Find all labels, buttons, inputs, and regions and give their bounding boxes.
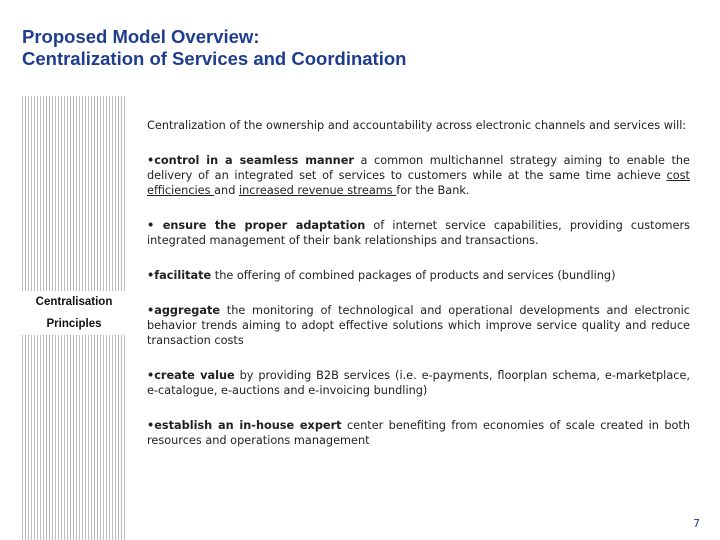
bullet-lead: •aggregate	[147, 304, 221, 317]
bullet-lead: •create value	[147, 369, 235, 382]
bullet-text: a common multichannel strategy aiming to enable the delivery of an integrated set of services to customers while at the same time achieve	[147, 154, 690, 182]
bullet-text: the offering of combined packages of products and services (bundling)	[211, 269, 616, 282]
title-line-2: Centralization of Services and Coordination	[22, 48, 407, 69]
side-label	[22, 291, 126, 335]
bullet-lead: •establish an in-house expert	[147, 419, 342, 432]
intro-text: Centralization of the ownership and accountability across electronic channels and services will:	[147, 119, 687, 132]
content-body	[147, 118, 690, 468]
bullet-establish	[147, 418, 690, 448]
bullet-text: for the Bank.	[396, 184, 470, 197]
bullet-text: and	[214, 184, 239, 197]
slide-title	[22, 26, 702, 70]
side-label-line-1: Centralisation	[35, 296, 113, 308]
bullet-text: the monitoring of technological and operational developments and electronic behavior trends aiming to adopt effective solutions which improve service quality and reduce transaction costs	[147, 304, 690, 347]
underlined-phrase: cost efficiencies	[147, 169, 690, 197]
bullet-facilitate	[147, 268, 690, 283]
bullet-lead: •facilitate	[147, 269, 212, 282]
bullet-lead: •control in a seamless manner	[147, 154, 354, 167]
bullet-lead: • ensure the proper adaptation	[147, 219, 366, 232]
page-number: 7	[693, 517, 700, 530]
title-line-1: Proposed Model Overview:	[22, 26, 260, 47]
underlined-phrase: increased revenue streams	[238, 184, 397, 197]
bullet-text: of internet service capabilities, providing customers integrated management of their bank relationships and transactions.	[147, 219, 690, 247]
bullet-ensure	[147, 218, 690, 248]
bullet-aggregate	[147, 303, 690, 348]
bullet-create-value	[147, 368, 690, 398]
bullet-control	[147, 153, 690, 198]
side-label-line-2: Principles	[46, 318, 102, 330]
bullet-text: center benefiting from economies of scale created in both resources and operations management	[147, 419, 690, 447]
bullet-text: by providing B2B services (i.e. e-payments, floorplan schema, e-marketplace, e-catalogue, e-auctions and e-invoicing bundling)	[147, 369, 690, 397]
